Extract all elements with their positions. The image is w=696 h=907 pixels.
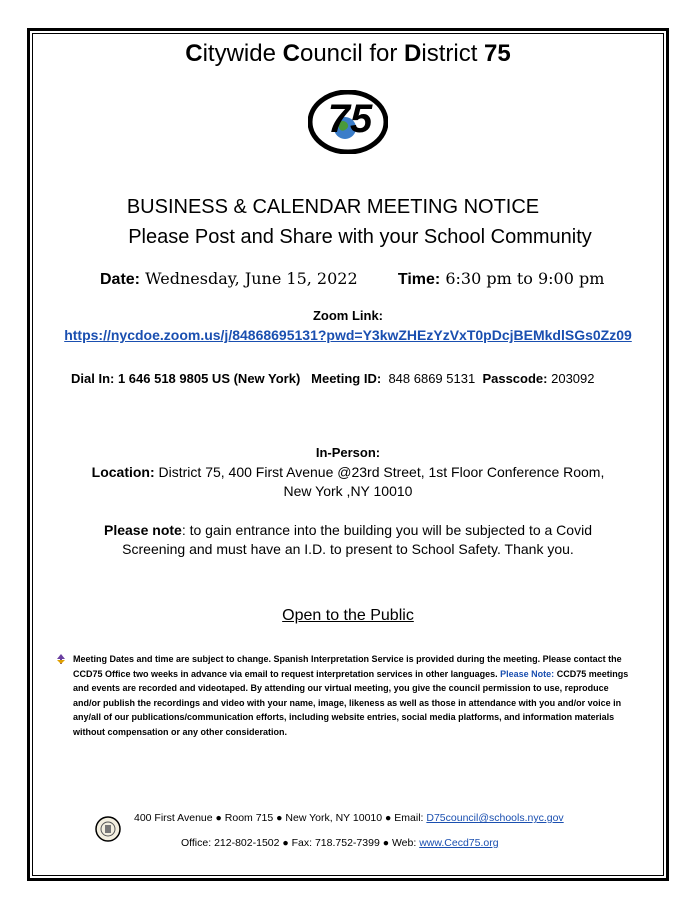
dial-in-line: Dial In: 1 646 518 9805 US (New York) Meeting ID: 848 6869 5131 Passcode: 203092: [71, 371, 595, 386]
date-time-line: Date: Wednesday, June 15, 2022 Time: 6:30 pm to 9:00 pm: [100, 269, 605, 288]
svg-text:75: 75: [327, 97, 373, 141]
footer-contact: Office: 212-802-1502 ● Fax: 718.752-7399 ● Web: www.Cecd75.org: [181, 837, 499, 849]
footer-email-link[interactable]: D75council@schools.nyc.gov: [426, 812, 564, 824]
covid-note: Please note: to gain entrance into the building you will be subjected to a Covid Screening and must have an I.D. to present to School Safety. Thank you.: [104, 522, 592, 557]
footer-web-link[interactable]: www.Cecd75.org: [419, 837, 499, 849]
disclaimer-text: Meeting Dates and time are subject to change. Spanish Interpretation Service is provided during the meeting. Please contact the CCD75 Office two weeks in advance via email to request interpretation services in other languages. Please Note: CCD75 meetings and events are recorded and videotaped. By attending our virtual meeting, you give the council permission to use, reproduce and/or publish the recordings and video with your name, image, likeness as well as those in attendance with you and/or voice in any/all of our publications/communication efforts, including website entries, social media platforms, and information materials without compensation or any other consideration.: [73, 654, 629, 737]
bullet-arrow-icon: [56, 654, 66, 664]
page-title: Citywide Council for District 75: [185, 40, 511, 67]
nyc-seal-icon: [95, 816, 121, 842]
d75-logo-icon: [308, 90, 388, 154]
footer-address: 400 First Avenue ● Room 715 ● New York, NY 10010 ● Email: D75council@schools.nyc.gov: [134, 812, 564, 824]
in-person-label: In-Person:: [315, 445, 381, 460]
location-text: Location: District 75, 400 First Avenue @23rd Street, 1st Floor Conference Room, New York ,NY 10010: [91, 464, 605, 499]
notice-subheading: Please Post and Share with your School Community: [128, 226, 592, 248]
notice-heading: BUSINESS & CALENDAR MEETING NOTICE: [126, 196, 540, 218]
zoom-link[interactable]: https://nycdoe.zoom.us/j/84868695131?pwd=Y3kwZHEzYzVxT0pDcjBEMkdlSGs0Zz09: [64, 327, 632, 343]
open-to-public: Open to the Public: [282, 607, 414, 624]
zoom-label: Zoom Link:: [312, 308, 384, 323]
